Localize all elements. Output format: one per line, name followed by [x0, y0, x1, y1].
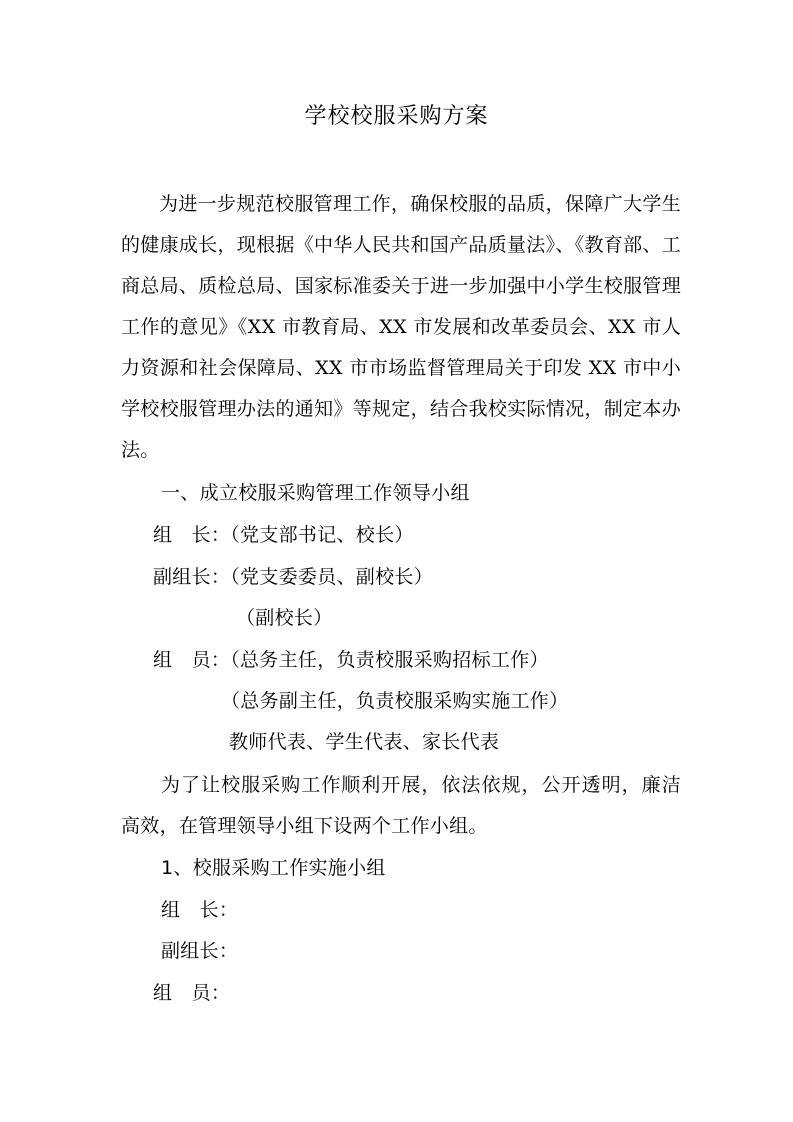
working-groups-paragraph: 为了让校服采购工作顺利开展，依法依规，公开透明，廉洁高效，在管理领导小组下设两个工作小组。 [121, 774, 681, 837]
implementation-member-line: 组 员： [153, 982, 231, 1004]
document-title: 学校校服采购方案 [304, 104, 489, 129]
deputy-leader-line: 副组长：（党支委委员、副校长） [153, 566, 434, 588]
deputy-leader-line-2: （副校长） [236, 607, 333, 629]
section-heading-leadership-group: 一、成立校服采购管理工作领导小组 [161, 482, 470, 504]
implementation-deputy-line: 副组长： [161, 940, 239, 962]
implementation-leader-line: 组 长： [161, 899, 239, 921]
group-member-line-3: 教师代表、学生代表、家长代表 [229, 731, 500, 753]
subsection-heading-implementation-group: 1、校服采购工作实施小组 [161, 857, 386, 879]
intro-paragraph: 为进一步规范校服管理工作，确保校服的品质，保障广大学生的健康成长，现根据《中华人民共和国产品质量法》、《教育部、工商总局、质检总局、国家标准委关于进一步加强中小学生校服管理工作的意见》《XX 市教育局、XX 市发展和改革委员会、XX 市人力资源和社会保障局、XX 市市场监督管理局关于印发 XX 市中小学校校服管理办法的通知》等规定，结合我校实际情况，制定本办法。 [121, 193, 682, 461]
group-member-line-2: （总务副主任，负责校服采购实施工作） [221, 690, 569, 712]
group-leader-line: 组 长：（党支部书记、校长） [153, 524, 414, 546]
group-member-line: 组 员：（总务主任，负责校服采购招标工作） [153, 649, 549, 671]
